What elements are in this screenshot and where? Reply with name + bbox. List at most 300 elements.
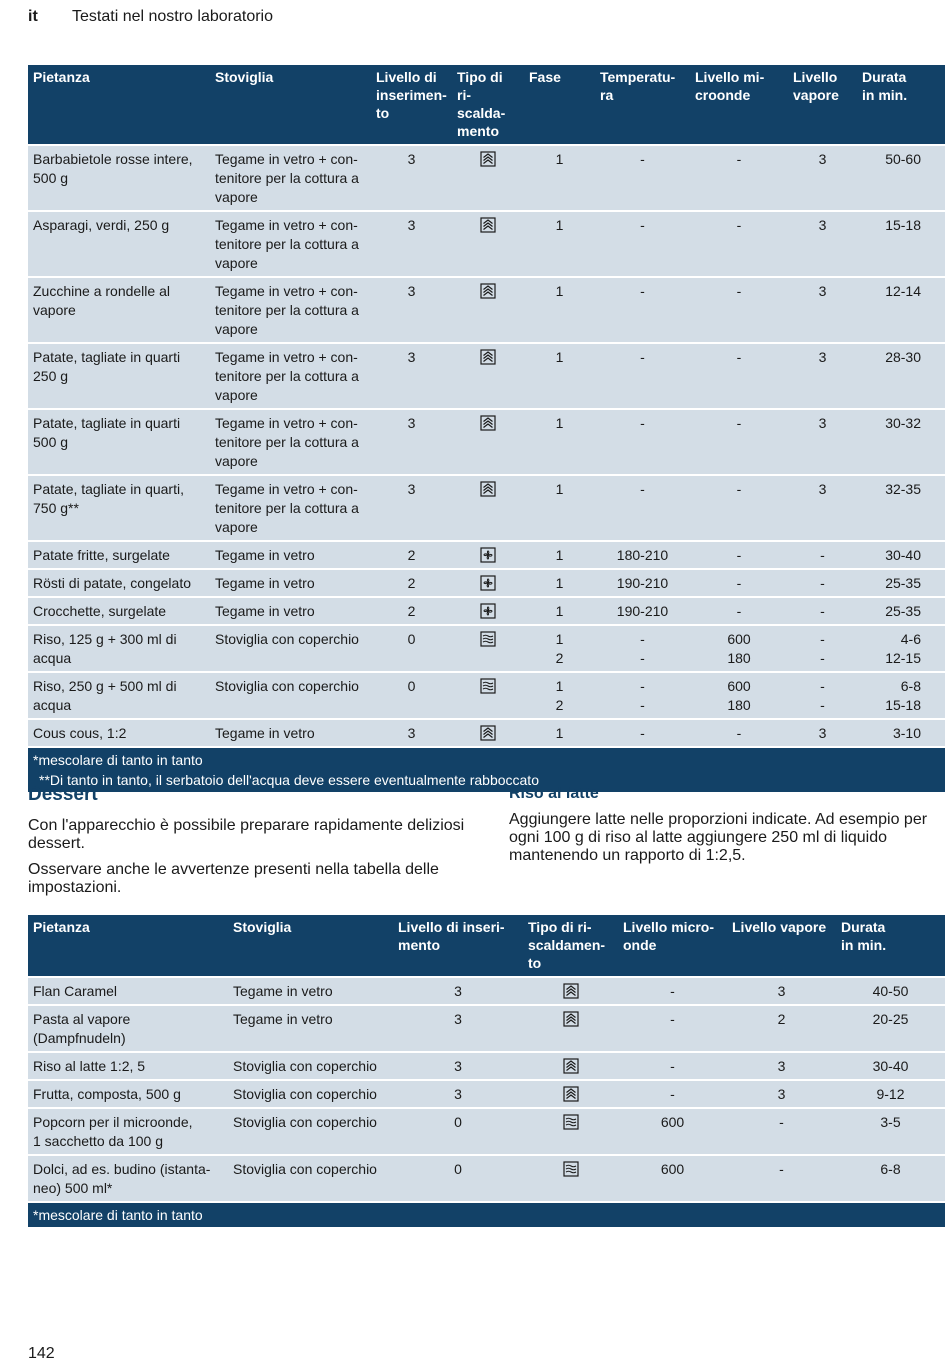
cookware-cell-line: Tegame in vetro + con-: [215, 349, 358, 365]
cookware-cell-line: vapore: [215, 189, 258, 205]
microwave-icon: [563, 1114, 579, 1130]
cookware-cell-line: vapore: [215, 255, 258, 271]
steam-icon: [480, 725, 496, 741]
duration-cell: 9-12: [836, 1080, 945, 1108]
dish-cell: [28, 145, 210, 211]
cookware-cell-line: Tegame in vetro: [233, 1011, 333, 1027]
column-header-line: scaldamen-: [528, 937, 606, 953]
cookware-cell-line: Stoviglia con coperchio: [233, 1086, 377, 1102]
column-header: [857, 65, 945, 145]
microwave-level-cell: [690, 409, 788, 475]
steam-level-cell-line: -: [820, 603, 825, 619]
column-header-line: Livello: [793, 69, 838, 85]
dish-cell-line: acqua: [33, 650, 72, 666]
cookware-cell-line: vapore: [215, 519, 258, 535]
temperature-cell-line: -: [640, 697, 645, 713]
column-header-line: Stoviglia: [233, 919, 292, 935]
table-row: [28, 475, 945, 541]
temperature-cell: [595, 145, 690, 211]
cookware-cell-line: Tegame in vetro + con-: [215, 217, 358, 233]
shelf-level-cell: 3: [371, 145, 452, 211]
cookware-cell-line: Stoviglia con coperchio: [233, 1161, 377, 1177]
column-header-line: croonde: [695, 87, 751, 103]
column-header-line: Livello micro-: [623, 919, 715, 935]
dish-cell-line: Asparagi, verdi, 250 g: [33, 217, 170, 233]
dish-cell-line: Riso al latte 1:2, 5: [33, 1058, 146, 1074]
duration-cell-line: 28-30: [885, 349, 921, 365]
shelf-level-cell: 3: [393, 977, 523, 1005]
shelf-level-cell: 0: [393, 1155, 523, 1202]
column-header: [690, 65, 788, 145]
cookware-cell: [228, 1155, 393, 1202]
phase-cell-line: 1: [555, 481, 564, 497]
heating-type-cell: [452, 277, 524, 343]
column-header-line: inserimen-: [376, 87, 447, 103]
steam-icon: [480, 415, 496, 431]
cookware-cell: [228, 977, 393, 1005]
table-row: [28, 569, 945, 597]
phase-cell: [524, 569, 595, 597]
shelf-level-cell: 3: [371, 211, 452, 277]
steam-level-cell-line: 3: [818, 481, 827, 497]
phase-cell: [524, 409, 595, 475]
dish-cell-line: neo) 500 ml*: [33, 1180, 113, 1196]
dish-cell: [28, 475, 210, 541]
footnote: *mescolare di tanto in tanto: [33, 1207, 203, 1223]
temperature-cell: [595, 211, 690, 277]
steam-level-cell: 2: [727, 1005, 836, 1052]
hot-air-icon: [480, 547, 496, 563]
rice-pudding-title: Riso al latte: [509, 785, 599, 802]
temperature-cell-line: -: [640, 217, 645, 233]
duration-cell: [857, 625, 945, 672]
cookware-cell-line: tenitore per la cottura a: [215, 302, 359, 318]
phase-cell: [524, 343, 595, 409]
dish-cell: [28, 1108, 228, 1155]
steam-level-cell-line: 3: [818, 217, 827, 233]
dish-cell: [28, 597, 210, 625]
cookware-cell: [228, 1080, 393, 1108]
dish-cell: [28, 719, 210, 747]
column-header: [228, 915, 393, 977]
heating-type-cell: [452, 409, 524, 475]
heating-type-cell: [523, 1108, 618, 1155]
hot-air-icon: [480, 603, 496, 619]
column-header-line: Livello vapore: [732, 919, 827, 935]
column-header: [452, 65, 524, 145]
cookware-cell: [210, 145, 371, 211]
duration-cell-line: 12-15: [885, 650, 921, 666]
column-header-line: scalda-: [457, 105, 506, 121]
steam-level-cell: [788, 409, 857, 475]
steam-icon: [563, 1011, 579, 1027]
heating-type-cell: [452, 343, 524, 409]
steam-level-cell: [788, 475, 857, 541]
duration-cell: [857, 277, 945, 343]
steam-icon: [563, 983, 579, 999]
column-header: [836, 915, 945, 977]
shelf-level-cell: 0: [393, 1108, 523, 1155]
table-row: [28, 145, 945, 211]
table-footnotes: [28, 747, 945, 792]
cookware-cell: [210, 672, 371, 719]
table-row: [28, 541, 945, 569]
dish-cell-line: 500 g: [33, 434, 69, 450]
phase-cell: [524, 672, 595, 719]
dish-cell-line: Pasta al vapore (Dampfnudeln): [33, 1011, 131, 1046]
microwave-level-cell: [690, 475, 788, 541]
phase-cell-line: 1: [555, 547, 564, 563]
microwave-level-cell-line: -: [736, 725, 742, 741]
column-header: [28, 65, 210, 145]
temperature-cell-line: -: [640, 283, 645, 299]
duration-cell: [857, 597, 945, 625]
duration-cell-line: 3-10: [892, 725, 921, 741]
table-row: [28, 1005, 945, 1052]
duration-cell: [857, 343, 945, 409]
column-header-line: to: [376, 105, 390, 121]
microwave-level-cell: -: [618, 1080, 727, 1108]
cookware-cell: [210, 409, 371, 475]
column-header: [371, 65, 452, 145]
cookware-cell-line: tenitore per la cottura a: [215, 236, 359, 252]
hot-air-icon: [480, 575, 496, 591]
microwave-level-cell: [690, 343, 788, 409]
temperature-cell-line: -: [640, 650, 645, 666]
dish-cell-line: vapore: [33, 302, 76, 318]
dish-cell-line: Dolci, ad es. budino (istanta-: [33, 1161, 211, 1177]
column-header-line: Durata: [841, 919, 886, 935]
column-header: [28, 915, 228, 977]
steam-level-cell: [788, 541, 857, 569]
column-header: [727, 915, 836, 977]
temperature-cell-line: -: [640, 349, 645, 365]
temperature-cell-line: -: [640, 415, 645, 431]
phase-cell-line: 2: [555, 697, 564, 713]
dish-cell-line: Cous cous, 1:2: [33, 725, 127, 741]
microwave-level-cell-line: -: [736, 283, 742, 299]
steam-level-cell-line: 3: [818, 349, 827, 365]
dish-cell-line: 1 sacchetto da 100 g: [33, 1133, 163, 1149]
steam-icon: [480, 349, 496, 365]
dish-cell-line: Barbabietole rosse intere,: [33, 151, 193, 167]
steam-level-cell-line: -: [820, 631, 825, 647]
phase-cell-line: 1: [555, 678, 564, 694]
column-header-line: Tipo di ri-: [457, 69, 503, 103]
table-row: [28, 977, 945, 1005]
dish-cell: [28, 1155, 228, 1202]
heating-type-cell: [452, 625, 524, 672]
column-header: [618, 915, 727, 977]
microwave-level-cell-line: 180: [727, 650, 751, 666]
shelf-level-cell: 3: [393, 1052, 523, 1080]
temperature-cell-line: 180-210: [616, 547, 669, 563]
duration-cell: [857, 409, 945, 475]
temperature-cell: [595, 597, 690, 625]
language-code: it: [28, 8, 38, 25]
cookware-cell-line: Tegame in vetro: [215, 725, 315, 741]
steam-level-cell: [788, 672, 857, 719]
microwave-level-cell: 600: [618, 1155, 727, 1202]
temperature-cell: [595, 541, 690, 569]
dessert-table: [28, 915, 945, 1227]
cookware-cell: [210, 719, 371, 747]
phase-cell: [524, 597, 595, 625]
steam-level-cell: 3: [727, 977, 836, 1005]
column-header-line: mento: [398, 937, 440, 953]
phase-cell-line: 1: [555, 283, 564, 299]
phase-cell: [524, 145, 595, 211]
microwave-level-cell-line: 600: [727, 678, 751, 694]
cookware-cell-line: tenitore per la cottura a: [215, 434, 359, 450]
cookware-cell: [228, 1052, 393, 1080]
steam-level-cell: [788, 719, 857, 747]
steam-level-cell: 3: [727, 1080, 836, 1108]
microwave-level-cell-line: -: [736, 349, 742, 365]
microwave-level-cell-line: -: [736, 151, 742, 167]
table-row: [28, 409, 945, 475]
dish-cell-line: 250 g: [33, 368, 69, 384]
microwave-level-cell: [690, 719, 788, 747]
temperature-cell: [595, 625, 690, 672]
column-header-line: Livello mi-: [695, 69, 765, 85]
temperature-cell-line: -: [640, 678, 645, 694]
heating-type-cell: [452, 569, 524, 597]
cookware-cell-line: vapore: [215, 321, 258, 337]
dish-cell: [28, 343, 210, 409]
dish-cell-line: Patate, tagliate in quarti,: [33, 481, 184, 497]
shelf-level-cell: 3: [371, 409, 452, 475]
steam-level-cell-line: -: [820, 575, 825, 591]
microwave-icon: [563, 1161, 579, 1177]
dish-cell: [28, 625, 210, 672]
microwave-level-cell-line: -: [736, 415, 742, 431]
dish-cell: [28, 409, 210, 475]
cookware-cell-line: vapore: [215, 453, 258, 469]
table-row: [28, 719, 945, 747]
heating-type-cell: [523, 1005, 618, 1052]
dish-cell-line: Patate fritte, surgelate: [33, 547, 170, 563]
microwave-level-cell-line: -: [736, 575, 742, 591]
cooking-table: [28, 65, 945, 792]
steam-icon: [480, 151, 496, 167]
cookware-cell: [210, 569, 371, 597]
column-header: [393, 915, 523, 977]
column-header-line: in min.: [841, 937, 887, 953]
column-header-line: onde: [623, 937, 657, 953]
column-header-line: to: [528, 955, 542, 971]
dish-cell-line: Frutta, composta, 500 g: [33, 1086, 181, 1102]
column-header-line: mento: [457, 123, 499, 139]
duration-cell-line: 30-32: [885, 415, 921, 431]
table-row: [28, 625, 945, 672]
column-header-line: Fase: [529, 69, 561, 85]
cookware-cell: [228, 1108, 393, 1155]
page-header: [28, 8, 273, 26]
duration-cell: 20-25: [836, 1005, 945, 1052]
microwave-level-cell-line: -: [736, 547, 742, 563]
column-header: [210, 65, 371, 145]
duration-cell: 30-40: [836, 1052, 945, 1080]
duration-cell: [857, 211, 945, 277]
column-header-line: Pietanza: [33, 919, 90, 935]
temperature-cell-line: -: [640, 725, 645, 741]
cookware-cell-line: Stoviglia con coperchio: [215, 631, 359, 647]
heating-type-cell: [523, 1080, 618, 1108]
microwave-level-cell: [690, 145, 788, 211]
column-header-line: in min.: [862, 87, 908, 103]
table-row: [28, 672, 945, 719]
heating-type-cell: [523, 1052, 618, 1080]
cookware-cell-line: Tegame in vetro + con-: [215, 415, 358, 431]
phase-cell-line: 1: [555, 603, 564, 619]
duration-cell-line: 4-6: [900, 631, 921, 647]
cookware-cell: [210, 277, 371, 343]
duration-cell-line: 12-14: [885, 283, 921, 299]
dish-cell-line: Rösti di patate, congelato: [33, 575, 191, 591]
phase-cell: [524, 475, 595, 541]
phase-cell: [524, 277, 595, 343]
phase-cell: [524, 211, 595, 277]
cookware-cell-line: Tegame in vetro: [215, 575, 315, 591]
duration-cell: [857, 719, 945, 747]
steam-icon: [480, 481, 496, 497]
microwave-level-cell: [690, 597, 788, 625]
phase-cell-line: 1: [555, 415, 564, 431]
duration-cell-line: 6-8: [900, 678, 921, 694]
shelf-level-cell: 2: [371, 597, 452, 625]
column-header: [524, 65, 595, 145]
page-number: 142: [28, 1345, 55, 1362]
shelf-level-cell: 2: [371, 569, 452, 597]
duration-cell: [857, 569, 945, 597]
footnote: *mescolare di tanto in tanto: [33, 752, 203, 768]
dish-cell: [28, 1052, 228, 1080]
microwave-icon: [480, 678, 496, 694]
dish-cell: [28, 541, 210, 569]
steam-level-cell: [788, 569, 857, 597]
cookware-cell-line: Tegame in vetro: [233, 983, 333, 999]
dish-cell: [28, 977, 228, 1005]
microwave-level-cell-line: -: [736, 603, 742, 619]
cookware-cell-line: Tegame in vetro: [215, 603, 315, 619]
table-row: [28, 597, 945, 625]
cookware-cell: [210, 625, 371, 672]
phase-cell-line: 1: [555, 151, 564, 167]
heating-type-cell: [452, 145, 524, 211]
temperature-cell: [595, 409, 690, 475]
dish-cell-line: 500 g: [33, 170, 69, 186]
duration-cell: 40-50: [836, 977, 945, 1005]
steam-level-cell: 3: [727, 1052, 836, 1080]
duration-cell: 6-8: [836, 1155, 945, 1202]
steam-level-cell-line: 3: [818, 725, 827, 741]
heating-type-cell: [452, 672, 524, 719]
steam-level-cell: [788, 211, 857, 277]
dessert-title: Dessert: [28, 784, 98, 805]
microwave-level-cell: [690, 672, 788, 719]
dessert-paragraph: Con l'apparecchio è possibile preparare rapidamente deliziosi dessert.: [28, 817, 465, 852]
dish-cell-line: Popcorn per il microonde,: [33, 1114, 193, 1130]
cookware-cell-line: vapore: [215, 387, 258, 403]
column-header: [523, 915, 618, 977]
dish-cell-line: Crocchette, surgelate: [33, 603, 167, 619]
temperature-cell: [595, 343, 690, 409]
temperature-cell: [595, 277, 690, 343]
cookware-cell-line: Tegame in vetro + con-: [215, 151, 358, 167]
temperature-cell-line: -: [640, 481, 645, 497]
dish-cell: [28, 1005, 228, 1052]
steam-level-cell: -: [727, 1108, 836, 1155]
heating-type-cell: [452, 597, 524, 625]
phase-cell-line: 1: [555, 349, 564, 365]
cookware-cell: [210, 211, 371, 277]
steam-level-cell-line: -: [820, 650, 825, 666]
column-header-line: Temperatu-: [600, 69, 676, 85]
steam-icon: [480, 283, 496, 299]
phase-cell-line: 2: [555, 650, 564, 666]
duration-cell-line: 30-40: [885, 547, 921, 563]
microwave-level-cell: [690, 625, 788, 672]
duration-cell-line: 25-35: [885, 575, 921, 591]
cookware-cell-line: tenitore per la cottura a: [215, 170, 359, 186]
microwave-icon: [480, 631, 496, 647]
temperature-cell: [595, 475, 690, 541]
steam-level-cell-line: -: [820, 547, 825, 563]
column-header-line: Livello di: [376, 69, 437, 85]
dish-cell-line: Riso, 125 g + 300 ml di: [33, 631, 177, 647]
duration-cell: [857, 475, 945, 541]
shelf-level-cell: 3: [371, 719, 452, 747]
cookware-cell-line: Stoviglia con coperchio: [215, 678, 359, 694]
cookware-cell-line: tenitore per la cottura a: [215, 500, 359, 516]
table-row: [28, 1108, 945, 1155]
shelf-level-cell: 3: [371, 475, 452, 541]
cookware-cell-line: Tegame in vetro + con-: [215, 481, 358, 497]
dish-cell: [28, 672, 210, 719]
phase-cell-line: 1: [555, 575, 564, 591]
table-row: [28, 1052, 945, 1080]
shelf-level-cell: 3: [393, 1080, 523, 1108]
table-row: [28, 211, 945, 277]
dish-cell: [28, 569, 210, 597]
table-footnotes: [28, 1202, 945, 1227]
table-row: [28, 343, 945, 409]
temperature-cell-line: -: [640, 631, 645, 647]
heating-type-cell: [452, 541, 524, 569]
phase-cell-line: 1: [555, 631, 564, 647]
microwave-level-cell: [690, 277, 788, 343]
heating-type-cell: [452, 211, 524, 277]
steam-level-cell: [788, 145, 857, 211]
temperature-cell-line: 190-210: [616, 575, 669, 591]
phase-cell: [524, 541, 595, 569]
heating-type-cell: [523, 1155, 618, 1202]
steam-icon: [480, 217, 496, 233]
dish-cell: [28, 211, 210, 277]
column-header-line: Stoviglia: [215, 69, 274, 85]
table-row: [28, 1155, 945, 1202]
duration-cell-line: 32-35: [885, 481, 921, 497]
microwave-level-cell: [690, 569, 788, 597]
microwave-level-cell: 600: [618, 1108, 727, 1155]
shelf-level-cell: 3: [371, 277, 452, 343]
microwave-level-cell: -: [618, 977, 727, 1005]
phase-cell-line: 1: [555, 725, 564, 741]
cookware-cell-line: tenitore per la cottura a: [215, 368, 359, 384]
temperature-cell-line: 190-210: [616, 603, 669, 619]
temperature-cell: [595, 719, 690, 747]
